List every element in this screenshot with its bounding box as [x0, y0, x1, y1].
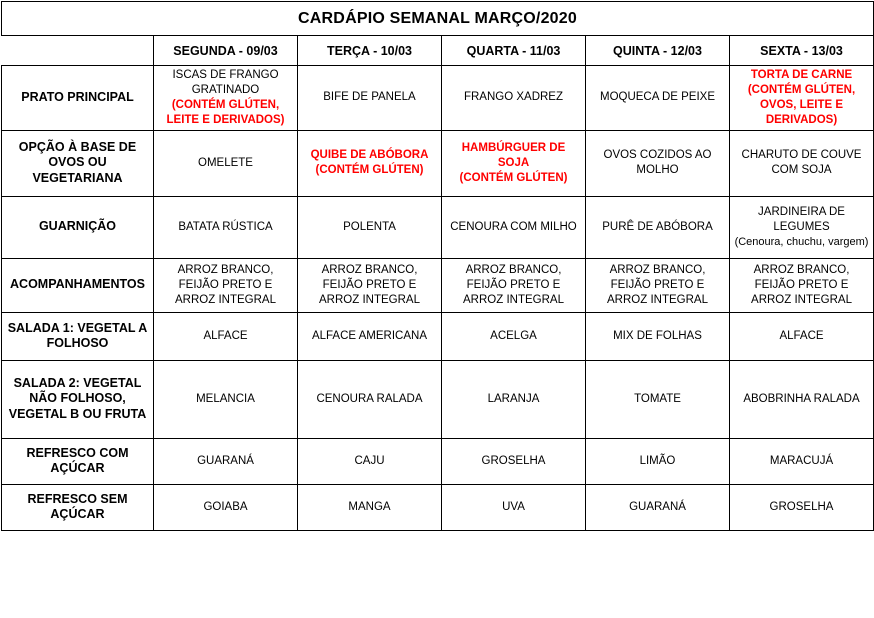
table-body	[2, 2, 874, 531]
cell-refresco-sem-quarta: UVA	[442, 484, 586, 530]
cell-salada1-sexta: ALFACE	[730, 312, 874, 360]
table-row	[2, 312, 874, 360]
cell-text: CENOURA COM MILHO	[450, 220, 577, 233]
cell-prato-principal-sexta	[730, 66, 874, 131]
cell-refresco-com-quinta: LIMÃO	[586, 438, 730, 484]
header-row	[2, 36, 874, 66]
cell-acompanhamentos-quarta: ARROZ BRANCO, FEIJÃO PRETO E ARROZ INTEGRAL	[442, 258, 586, 312]
cell-text: JARDINEIRA DE LEGUMES	[758, 206, 845, 234]
cell-text: FRANGO XADREZ	[463, 91, 564, 104]
cell-opcao-quarta	[442, 130, 586, 196]
weekly-menu-table	[1, 1, 874, 531]
cell-refresco-com-segunda: GUARANÁ	[154, 438, 298, 484]
table-row	[2, 360, 874, 438]
cell-text: HAMBÚRGUER DE SOJA	[461, 141, 566, 169]
cell-guarnicao-sexta	[730, 196, 874, 258]
cell-allergen-note: (CONTÉM GLÚTEN, OVOS, LEITE E DERIVADOS)	[747, 83, 856, 126]
cell-guarnicao-quarta	[442, 196, 586, 258]
cell-refresco-sem-terca: MANGA	[298, 484, 442, 530]
cell-salada1-quarta: ACELGA	[442, 312, 586, 360]
table-row	[2, 130, 874, 196]
table-row	[2, 196, 874, 258]
row-label-refresco-com-acucar: REFRESCO COM AÇÚCAR	[2, 438, 154, 484]
cell-prato-principal-quinta	[586, 66, 730, 131]
cell-opcao-sexta	[730, 130, 874, 196]
row-label-refresco-sem-acucar: REFRESCO SEM AÇÚCAR	[2, 484, 154, 530]
cell-opcao-terca	[298, 130, 442, 196]
cell-salada1-terca: ALFACE AMERICANA	[298, 312, 442, 360]
cell-refresco-sem-quinta: GUARANÁ	[586, 484, 730, 530]
cell-text: OMELETE	[198, 156, 253, 169]
row-label-salada-1: SALADA 1: VEGETAL A FOLHOSO	[2, 312, 154, 360]
title-row	[2, 2, 874, 36]
corner-spacer	[2, 36, 154, 66]
table-row	[2, 484, 874, 530]
column-header-quinta: QUINTA - 12/03	[586, 36, 730, 66]
cell-text: OVOS COZIDOS AO MOLHO	[603, 149, 712, 177]
cell-refresco-sem-sexta: GROSELHA	[730, 484, 874, 530]
cell-prato-principal-terca	[298, 66, 442, 131]
cell-salada1-segunda: ALFACE	[154, 312, 298, 360]
row-label-salada-2: SALADA 2: VEGETAL NÃO FOLHOSO, VEGETAL B OU FRUTA	[2, 360, 154, 438]
column-header-terca: TERÇA - 10/03	[298, 36, 442, 66]
cell-acompanhamentos-quinta: ARROZ BRANCO, FEIJÃO PRETO E ARROZ INTEGRAL	[586, 258, 730, 312]
cell-text: BIFE DE PANELA	[323, 91, 416, 104]
cell-salada1-quinta: MIX DE FOLHAS	[586, 312, 730, 360]
cell-refresco-sem-segunda: GOIABA	[154, 484, 298, 530]
column-header-segunda: SEGUNDA - 09/03	[154, 36, 298, 66]
cell-refresco-com-quarta: GROSELHA	[442, 438, 586, 484]
table-row	[2, 66, 874, 131]
cell-acompanhamentos-segunda: ARROZ BRANCO, FEIJÃO PRETO E ARROZ INTEGRAL	[154, 258, 298, 312]
page-title: CARDÁPIO SEMANAL MARÇO/2020	[2, 2, 874, 36]
cell-text: PURÊ DE ABÓBORA	[602, 220, 713, 233]
cell-subtext: (Cenoura, chuchu, vargem)	[734, 236, 869, 249]
cell-salada2-sexta: ABOBRINHA RALADA	[730, 360, 874, 438]
cell-refresco-com-terca: CAJU	[298, 438, 442, 484]
cell-guarnicao-quinta	[586, 196, 730, 258]
cell-salada2-quinta: TOMATE	[586, 360, 730, 438]
cell-prato-principal-quarta	[442, 66, 586, 131]
cell-text: POLENTA	[343, 220, 396, 233]
cell-prato-principal-segunda	[154, 66, 298, 131]
cell-text: ISCAS DE FRANGO GRATINADO	[172, 69, 279, 96]
row-label-guarnicao: GUARNIÇÃO	[2, 196, 154, 258]
cell-guarnicao-terca	[298, 196, 442, 258]
row-label-prato-principal: PRATO PRINCIPAL	[2, 66, 154, 131]
table-row	[2, 438, 874, 484]
cell-refresco-com-sexta: MARACUJÁ	[730, 438, 874, 484]
cell-text: QUIBE DE ABÓBORA	[310, 149, 429, 162]
cell-opcao-segunda	[154, 130, 298, 196]
cell-salada2-terca: CENOURA RALADA	[298, 360, 442, 438]
cell-opcao-quinta	[586, 130, 730, 196]
cell-allergen-note: (CONTÉM GLÚTEN)	[459, 171, 568, 184]
cell-allergen-note: (CONTÉM GLÚTEN, LEITE E DERIVADOS)	[166, 98, 285, 126]
row-label-acompanhamentos: ACOMPANHAMENTOS	[2, 258, 154, 312]
table-row	[2, 258, 874, 312]
cell-guarnicao-segunda	[154, 196, 298, 258]
cell-salada2-quarta: LARANJA	[442, 360, 586, 438]
cell-text: BATATA RÚSTICA	[178, 220, 273, 233]
row-label-opcao-ovos-vegetariana: OPÇÃO À BASE DE OVOS OU VEGETARIANA	[2, 130, 154, 196]
cell-text: TORTA DE CARNE	[750, 69, 853, 81]
cell-acompanhamentos-terca: ARROZ BRANCO, FEIJÃO PRETO E ARROZ INTEGRAL	[298, 258, 442, 312]
cell-acompanhamentos-sexta: ARROZ BRANCO, FEIJÃO PRETO E ARROZ INTEGRAL	[730, 258, 874, 312]
column-header-sexta: SEXTA - 13/03	[730, 36, 874, 66]
menu-document	[0, 1, 874, 618]
cell-text: MOQUECA DE PEIXE	[599, 91, 716, 104]
cell-allergen-note: (CONTÉM GLÚTEN)	[315, 164, 424, 177]
cell-text: CHARUTO DE COUVE COM SOJA	[741, 149, 862, 177]
cell-salada2-segunda: MELANCIA	[154, 360, 298, 438]
column-header-quarta: QUARTA - 11/03	[442, 36, 586, 66]
